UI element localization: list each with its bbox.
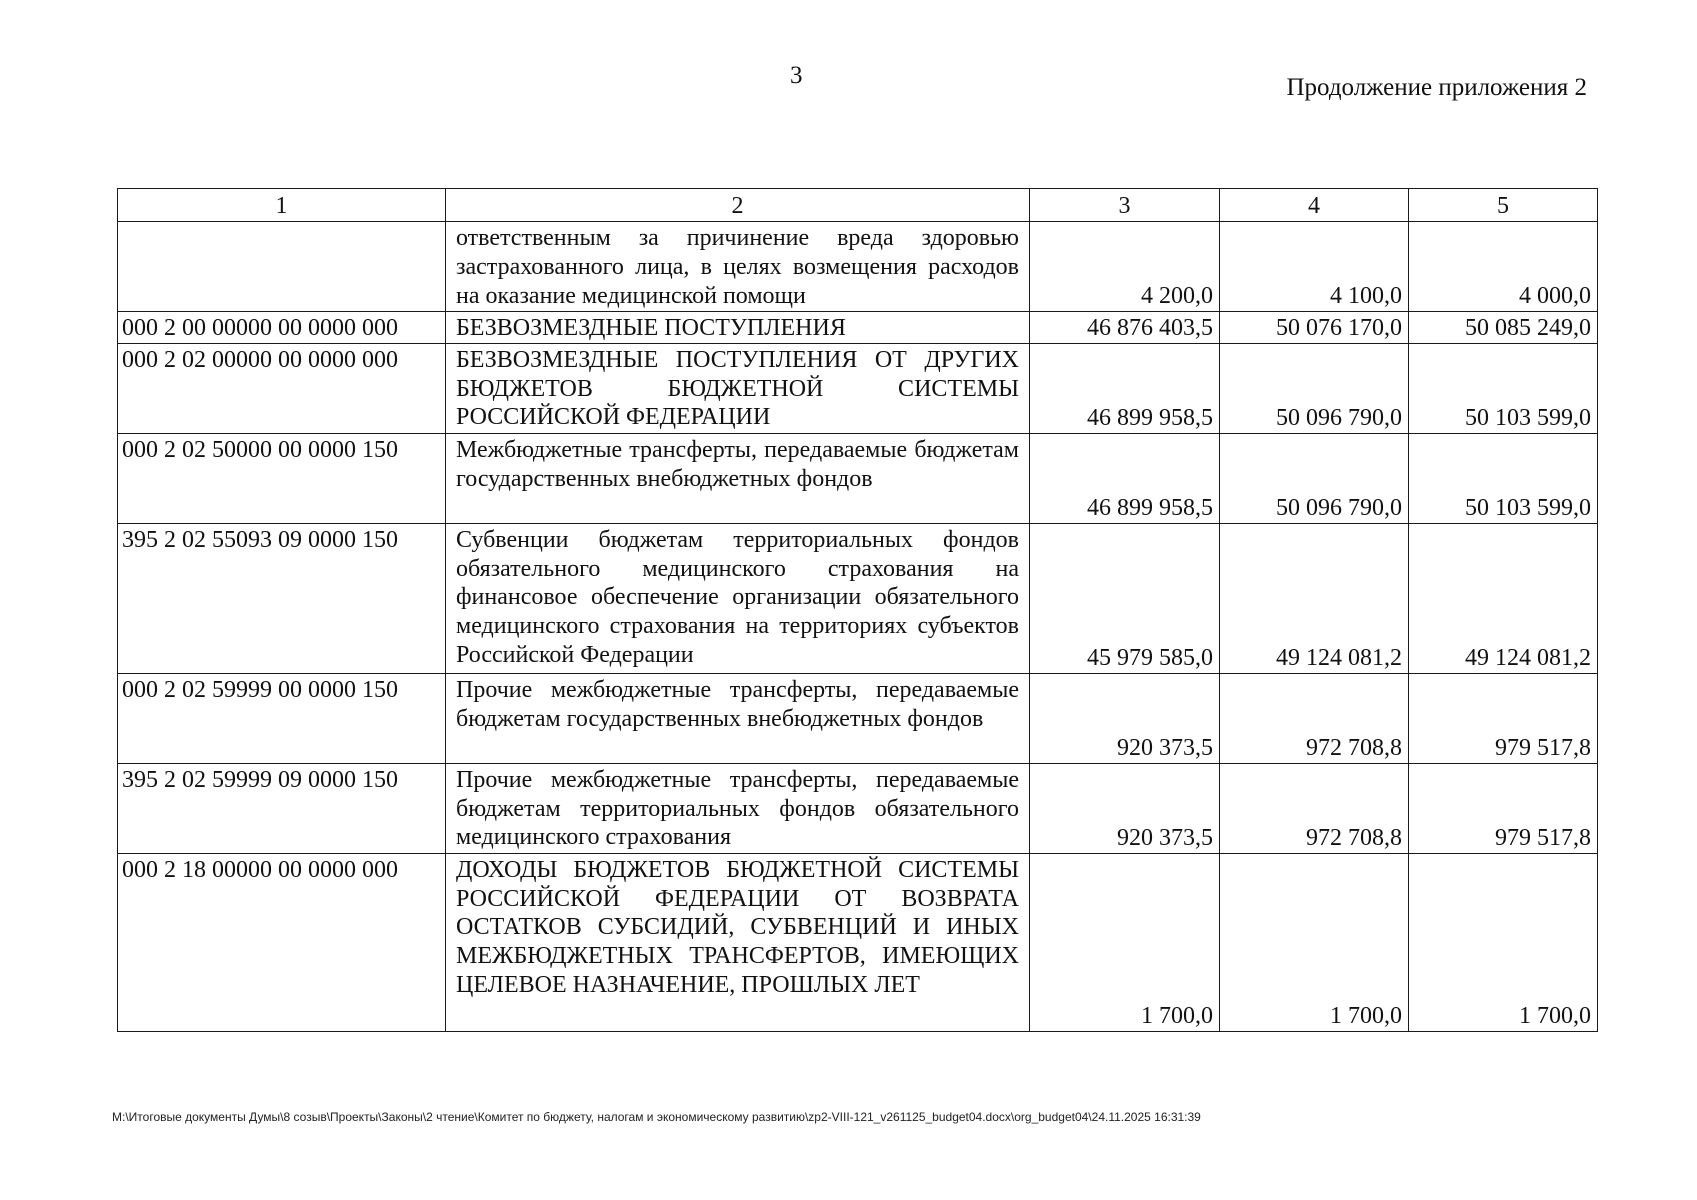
revenue-name-cell: ДОХОДЫ БЮДЖЕТОВ БЮДЖЕТНОЙ СИСТЕМЫ РОССИЙСКОЙ ФЕДЕРАЦИИ ОТ ВОЗВРАТА ОСТАТКОВ СУБСИДИЙ, СУБВЕНЦИЙ И ИНЫХ МЕЖБЮДЖЕТНЫХ ТРАНСФЕРТОВ, ИМЕЮЩИХ ЦЕЛЕВОЕ НАЗНАЧЕНИЕ, ПРОШЛЫХ ЛЕТ [446,853,1030,1031]
amount-col4-cell: 50 076 170,0 [1220,312,1409,344]
revenue-name-cell: Прочие межбюджетные трансферты, передаваемые бюджетам территориальных фондов обязательного медицинского страхования [446,763,1030,853]
revenue-code-cell: 000 2 02 00000 00 0000 000 [118,343,446,433]
budget-revenue-table [117,188,1598,1032]
column-header-5: 5 [1409,189,1598,222]
revenue-name-cell: Прочие межбюджетные трансферты, передаваемые бюджетам государственных внебюджетных фондов [446,673,1030,763]
revenue-code-cell: 000 2 18 00000 00 0000 000 [118,853,446,1031]
amount-col3-cell: 46 876 403,5 [1030,312,1220,344]
revenue-name-cell: Межбюджетные трансферты, передаваемые бюджетам государственных внебюджетных фондов [446,433,1030,523]
amount-col5-cell: 979 517,8 [1409,673,1598,763]
appendix-continuation-label: Продолжение приложения 2 [1286,74,1587,101]
amount-col3-cell: 1 700,0 [1030,853,1220,1031]
amount-col5-cell: 50 085 249,0 [1409,312,1598,344]
table-row [118,523,1598,673]
revenue-name-cell: ответственным за причинение вреда здоровью застрахованного лица, в целях возмещения расходов на оказание медицинской помощи [446,222,1030,312]
amount-col3-cell: 46 899 958,5 [1030,433,1220,523]
column-header-1: 1 [118,189,446,222]
amount-col5-cell: 4 000,0 [1409,222,1598,312]
amount-col4-cell: 972 708,8 [1220,673,1409,763]
table-row [118,343,1598,433]
amount-col3-cell: 46 899 958,5 [1030,343,1220,433]
amount-col4-cell: 972 708,8 [1220,763,1409,853]
amount-col3-cell: 4 200,0 [1030,222,1220,312]
amount-col5-cell: 49 124 081,2 [1409,523,1598,673]
revenue-code-cell: 395 2 02 59999 09 0000 150 [118,763,446,853]
document-file-path: M:\Итоговые документы Думы\8 созыв\Проекты\Законы\2 чтение\Комитет по бюджету, налогам и экономическому развитию\zp2-VIII-121_v261125_budget04.docx\org_budget04\24.11.2025 16:31:39 [112,1110,1201,1124]
amount-col5-cell: 1 700,0 [1409,853,1598,1031]
revenue-code-cell [118,222,446,312]
table-header-row [118,189,1598,222]
column-header-4: 4 [1220,189,1409,222]
revenue-name-cell: БЕЗВОЗМЕЗДНЫЕ ПОСТУПЛЕНИЯ [446,312,1030,344]
amount-col5-cell: 50 103 599,0 [1409,433,1598,523]
amount-col4-cell: 49 124 081,2 [1220,523,1409,673]
table-row [118,853,1598,1031]
table-row [118,433,1598,523]
amount-col4-cell: 1 700,0 [1220,853,1409,1031]
amount-col5-cell: 979 517,8 [1409,763,1598,853]
table-row [118,763,1598,853]
table-row [118,222,1598,312]
amount-col3-cell: 920 373,5 [1030,763,1220,853]
column-header-2: 2 [446,189,1030,222]
revenue-code-cell: 000 2 02 50000 00 0000 150 [118,433,446,523]
amount-col4-cell: 50 096 790,0 [1220,433,1409,523]
column-header-3: 3 [1030,189,1220,222]
revenue-code-cell: 395 2 02 55093 09 0000 150 [118,523,446,673]
page-number: 3 [790,62,803,89]
amount-col3-cell: 45 979 585,0 [1030,523,1220,673]
revenue-code-cell: 000 2 02 59999 00 0000 150 [118,673,446,763]
amount-col4-cell: 50 096 790,0 [1220,343,1409,433]
amount-col3-cell: 920 373,5 [1030,673,1220,763]
amount-col5-cell: 50 103 599,0 [1409,343,1598,433]
revenue-name-cell: БЕЗВОЗМЕЗДНЫЕ ПОСТУПЛЕНИЯ ОТ ДРУГИХ БЮДЖЕТОВ БЮДЖЕТНОЙ СИСТЕМЫ РОССИЙСКОЙ ФЕДЕРАЦИИ [446,343,1030,433]
amount-col4-cell: 4 100,0 [1220,222,1409,312]
table-row [118,312,1598,344]
revenue-name-cell: Субвенции бюджетам территориальных фондов обязательного медицинского страхования на финансовое обеспечение организации обязательного медицинского страхования на территориях субъектов Российской Федерации [446,523,1030,673]
table-row [118,673,1598,763]
revenue-code-cell: 000 2 00 00000 00 0000 000 [118,312,446,344]
